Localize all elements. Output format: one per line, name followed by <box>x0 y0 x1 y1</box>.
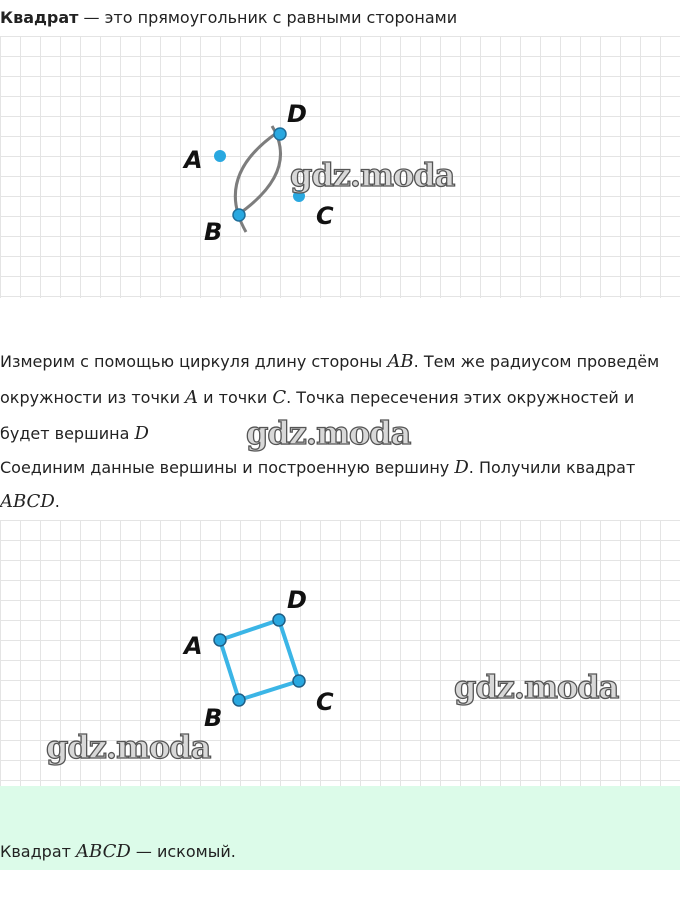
text-fragment: Измерим с помощью циркуля длину стороны <box>0 352 388 371</box>
point-b <box>233 209 245 221</box>
point-a <box>214 150 226 162</box>
vertex-a <box>214 634 226 646</box>
label-a: A <box>184 632 203 660</box>
text-line-5 <box>0 492 60 512</box>
answer-block <box>0 786 680 870</box>
label-a: A <box>184 146 203 174</box>
vertex-c <box>293 675 305 687</box>
label-c: C <box>316 202 334 230</box>
text-line-3 <box>0 424 149 444</box>
math-ab: AB <box>387 351 414 372</box>
label-c: C <box>316 688 334 716</box>
text-fragment: Соединим данные вершины и построенную вершину <box>0 458 455 477</box>
math-d: D <box>134 423 149 444</box>
definition-text: — это прямоугольник с равными сторонами <box>78 8 458 27</box>
watermark: gdz.moda <box>246 414 411 452</box>
text-fragment: будет вершина <box>0 424 135 443</box>
text-fragment: . Точка пересечения этих окружностей и <box>286 388 635 407</box>
text-fragment: окружности из точки <box>0 388 186 407</box>
watermark: gdz.moda <box>46 728 211 766</box>
math-abcd: ABCD <box>76 841 131 862</box>
vertex-b <box>233 694 245 706</box>
watermark: gdz.moda <box>454 668 619 706</box>
label-b: B <box>204 218 223 246</box>
text-fragment: . Тем же радиусом проведём <box>413 352 660 371</box>
point-d <box>274 128 286 140</box>
vertex-d <box>273 614 285 626</box>
label-d: D <box>287 100 307 128</box>
answer-text: — искомый. <box>130 842 236 861</box>
watermark: gdz.moda <box>290 156 455 194</box>
answer-line <box>0 842 236 862</box>
text-fragment: . Получили квадрат <box>468 458 636 477</box>
label-b: B <box>204 704 223 732</box>
answer-text: Квадрат <box>0 842 77 861</box>
math-abcd: ABCD <box>0 491 55 512</box>
label-d: D <box>287 586 307 614</box>
text-line-1 <box>0 352 659 372</box>
text-line-4 <box>0 458 635 478</box>
text-line-2 <box>0 388 634 408</box>
term: Квадрат <box>0 8 79 27</box>
math-c: C <box>272 387 287 408</box>
text-fragment: . <box>54 492 60 511</box>
math-d: D <box>454 457 469 478</box>
square-abcd <box>220 620 299 700</box>
math-a: A <box>185 387 199 408</box>
text-fragment: и точки <box>198 388 273 407</box>
definition-line <box>0 8 457 28</box>
